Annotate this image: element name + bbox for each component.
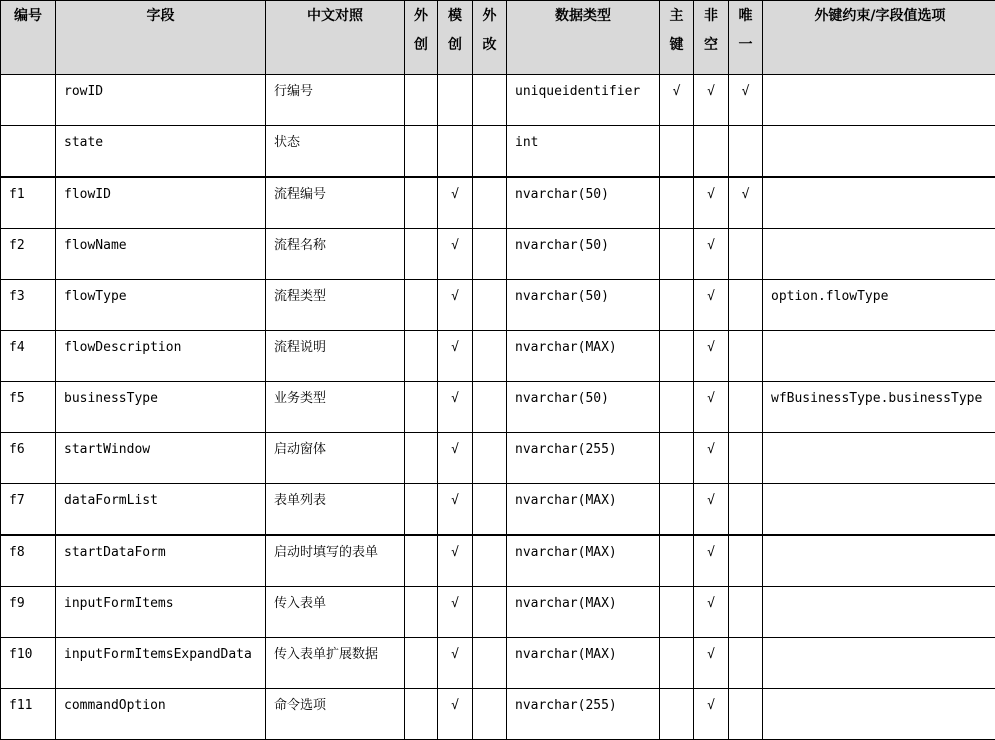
header-row — [1, 1, 995, 75]
header-pk: 主 键 — [660, 1, 694, 75]
cell-ext-edit — [473, 535, 507, 587]
cell-uniq — [729, 484, 763, 536]
table-row — [1, 382, 995, 433]
table-row — [1, 75, 995, 126]
cell-tpl-create — [438, 126, 473, 178]
cell-uniq — [729, 280, 763, 331]
cell-ext-edit — [473, 126, 507, 178]
cell-num: f5 — [1, 382, 56, 433]
cell-nn: √ — [694, 484, 729, 536]
cell-type: nvarchar(MAX) — [507, 484, 660, 536]
cell-ext-create — [405, 484, 438, 536]
cell-tpl-create: √ — [438, 535, 473, 587]
cell-ext-create — [405, 382, 438, 433]
table-row — [1, 126, 995, 178]
cell-ext-create — [405, 638, 438, 689]
table-row — [1, 689, 995, 740]
cell-cn: 流程类型 — [266, 280, 405, 331]
cell-cn: 表单列表 — [266, 484, 405, 536]
cell-cn: 行编号 — [266, 75, 405, 126]
cell-nn — [694, 126, 729, 178]
table-row — [1, 484, 995, 536]
cell-type: nvarchar(50) — [507, 382, 660, 433]
cell-fk — [763, 638, 995, 689]
cell-type: nvarchar(MAX) — [507, 587, 660, 638]
cell-type: uniqueidentifier — [507, 75, 660, 126]
cell-cn: 启动窗体 — [266, 433, 405, 484]
cell-num: f2 — [1, 229, 56, 280]
cell-num: f6 — [1, 433, 56, 484]
cell-nn: √ — [694, 75, 729, 126]
cell-ext-create — [405, 75, 438, 126]
cell-type: nvarchar(50) — [507, 229, 660, 280]
cell-tpl-create: √ — [438, 638, 473, 689]
cell-tpl-create: √ — [438, 280, 473, 331]
cell-fk: option.flowType — [763, 280, 995, 331]
table-row — [1, 587, 995, 638]
cell-uniq: √ — [729, 75, 763, 126]
cell-type: int — [507, 126, 660, 178]
cell-ext-edit — [473, 75, 507, 126]
cell-cn: 传入表单扩展数据 — [266, 638, 405, 689]
cell-pk — [660, 484, 694, 536]
header-field: 字段 — [56, 1, 266, 75]
cell-nn: √ — [694, 177, 729, 229]
cell-num: f9 — [1, 587, 56, 638]
cell-field: state — [56, 126, 266, 178]
cell-num: f11 — [1, 689, 56, 740]
cell-nn: √ — [694, 587, 729, 638]
cell-cn: 命令选项 — [266, 689, 405, 740]
cell-pk — [660, 638, 694, 689]
cell-uniq — [729, 535, 763, 587]
cell-nn: √ — [694, 689, 729, 740]
cell-ext-create — [405, 433, 438, 484]
cell-pk — [660, 587, 694, 638]
cell-field: rowID — [56, 75, 266, 126]
cell-nn: √ — [694, 535, 729, 587]
cell-uniq: √ — [729, 177, 763, 229]
cell-tpl-create: √ — [438, 177, 473, 229]
header-fk: 外键约束/字段值选项 — [763, 1, 995, 75]
cell-fk: wfBusinessType.businessType — [763, 382, 995, 433]
table-row — [1, 331, 995, 382]
cell-tpl-create — [438, 75, 473, 126]
cell-nn: √ — [694, 433, 729, 484]
cell-num — [1, 126, 56, 178]
cell-cn: 流程说明 — [266, 331, 405, 382]
cell-uniq — [729, 638, 763, 689]
cell-uniq — [729, 433, 763, 484]
cell-ext-create — [405, 535, 438, 587]
cell-field: flowID — [56, 177, 266, 229]
cell-num: f8 — [1, 535, 56, 587]
cell-pk — [660, 331, 694, 382]
cell-pk — [660, 382, 694, 433]
cell-uniq — [729, 229, 763, 280]
cell-tpl-create: √ — [438, 433, 473, 484]
cell-pk — [660, 229, 694, 280]
cell-field: inputFormItems — [56, 587, 266, 638]
cell-type: nvarchar(255) — [507, 689, 660, 740]
cell-field: flowType — [56, 280, 266, 331]
cell-ext-edit — [473, 177, 507, 229]
cell-cn: 启动时填写的表单 — [266, 535, 405, 587]
cell-num — [1, 75, 56, 126]
cell-ext-edit — [473, 229, 507, 280]
cell-type: nvarchar(50) — [507, 177, 660, 229]
cell-fk — [763, 331, 995, 382]
cell-ext-create — [405, 177, 438, 229]
cell-tpl-create: √ — [438, 229, 473, 280]
cell-tpl-create: √ — [438, 689, 473, 740]
cell-pk — [660, 433, 694, 484]
cell-ext-create — [405, 280, 438, 331]
cell-tpl-create: √ — [438, 382, 473, 433]
table-body — [1, 75, 995, 740]
cell-nn: √ — [694, 331, 729, 382]
cell-ext-edit — [473, 382, 507, 433]
cell-ext-edit — [473, 331, 507, 382]
cell-uniq — [729, 689, 763, 740]
cell-fk — [763, 535, 995, 587]
cell-cn: 流程名称 — [266, 229, 405, 280]
cell-nn: √ — [694, 382, 729, 433]
cell-ext-edit — [473, 587, 507, 638]
cell-field: startWindow — [56, 433, 266, 484]
cell-type: nvarchar(MAX) — [507, 535, 660, 587]
table-row — [1, 535, 995, 587]
cell-pk — [660, 280, 694, 331]
header-uniq: 唯 一 — [729, 1, 763, 75]
cell-tpl-create: √ — [438, 587, 473, 638]
table-row — [1, 280, 995, 331]
cell-ext-edit — [473, 484, 507, 536]
cell-ext-edit — [473, 433, 507, 484]
cell-pk — [660, 535, 694, 587]
header-tpl-create: 模 创 — [438, 1, 473, 75]
cell-uniq — [729, 126, 763, 178]
cell-pk — [660, 689, 694, 740]
cell-field: dataFormList — [56, 484, 266, 536]
cell-type: nvarchar(255) — [507, 433, 660, 484]
cell-fk — [763, 229, 995, 280]
cell-pk — [660, 177, 694, 229]
cell-fk — [763, 177, 995, 229]
cell-num: f3 — [1, 280, 56, 331]
cell-nn: √ — [694, 638, 729, 689]
cell-type: nvarchar(MAX) — [507, 331, 660, 382]
cell-ext-create — [405, 689, 438, 740]
cell-uniq — [729, 331, 763, 382]
cell-type: nvarchar(50) — [507, 280, 660, 331]
cell-ext-create — [405, 126, 438, 178]
cell-field: startDataForm — [56, 535, 266, 587]
cell-field: inputFormItemsExpandData — [56, 638, 266, 689]
cell-field: flowName — [56, 229, 266, 280]
cell-fk — [763, 75, 995, 126]
cell-pk — [660, 126, 694, 178]
cell-cn: 传入表单 — [266, 587, 405, 638]
cell-fk — [763, 433, 995, 484]
cell-ext-edit — [473, 638, 507, 689]
cell-field: flowDescription — [56, 331, 266, 382]
table-row — [1, 638, 995, 689]
cell-tpl-create: √ — [438, 484, 473, 536]
header-ext-edit: 外 改 — [473, 1, 507, 75]
cell-cn: 业务类型 — [266, 382, 405, 433]
cell-num: f7 — [1, 484, 56, 536]
cell-field: businessType — [56, 382, 266, 433]
header-type: 数据类型 — [507, 1, 660, 75]
cell-fk — [763, 126, 995, 178]
cell-ext-edit — [473, 689, 507, 740]
cell-num: f4 — [1, 331, 56, 382]
cell-fk — [763, 587, 995, 638]
cell-field: commandOption — [56, 689, 266, 740]
table-row — [1, 177, 995, 229]
cell-type: nvarchar(MAX) — [507, 638, 660, 689]
cell-ext-edit — [473, 280, 507, 331]
cell-cn: 流程编号 — [266, 177, 405, 229]
header-cn: 中文对照 — [266, 1, 405, 75]
cell-nn: √ — [694, 280, 729, 331]
cell-num: f1 — [1, 177, 56, 229]
cell-tpl-create: √ — [438, 331, 473, 382]
cell-pk: √ — [660, 75, 694, 126]
cell-ext-create — [405, 587, 438, 638]
table-row — [1, 433, 995, 484]
cell-cn: 状态 — [266, 126, 405, 178]
header-num: 编号 — [1, 1, 56, 75]
cell-uniq — [729, 382, 763, 433]
cell-ext-create — [405, 331, 438, 382]
header-ext-create: 外 创 — [405, 1, 438, 75]
header-nn: 非 空 — [694, 1, 729, 75]
cell-ext-create — [405, 229, 438, 280]
cell-fk — [763, 484, 995, 536]
cell-fk — [763, 689, 995, 740]
table-row — [1, 229, 995, 280]
cell-num: f10 — [1, 638, 56, 689]
cell-nn: √ — [694, 229, 729, 280]
cell-uniq — [729, 587, 763, 638]
